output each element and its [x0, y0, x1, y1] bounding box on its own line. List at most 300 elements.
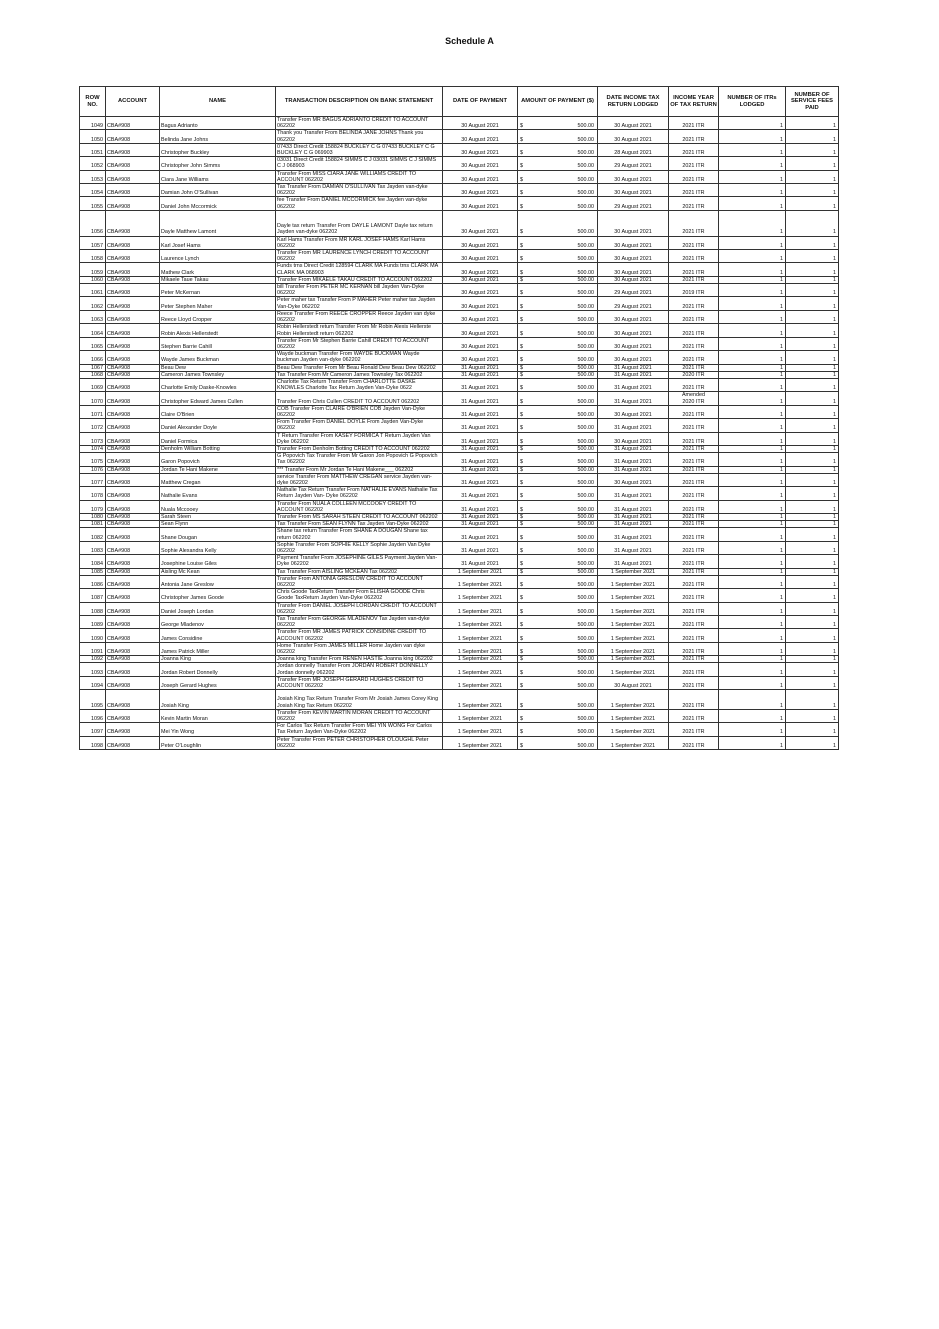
table-cell-account: CBA#908: [106, 284, 160, 297]
amount-value: 500.00: [577, 742, 594, 749]
table-cell-description: Shane tax return Transfer From SHANE A DOUGAN Shane tax return 062202: [276, 528, 443, 541]
table-cell-name: Daniel Formica: [160, 432, 276, 445]
table-cell-service-fees: 1: [786, 371, 839, 378]
table-cell-itrs-lodged: 1: [719, 432, 786, 445]
table-cell-income-year: 2021 ITR: [669, 555, 719, 568]
amount-value: 500.00: [577, 163, 594, 170]
table-cell-account: CBA#908: [106, 568, 160, 575]
table-cell-service-fees: 1: [786, 513, 839, 520]
amount-value: 500.00: [577, 702, 594, 709]
amount-value: 500.00: [577, 398, 594, 405]
table-cell-name: Daniel Alexander Doyle: [160, 419, 276, 432]
table-cell-income-year: 2021 ITR: [669, 521, 719, 528]
table-cell-row-no: 1064: [80, 324, 106, 337]
table-cell-account: CBA#908: [106, 130, 160, 143]
table-cell-income-year: 2021 ITR: [669, 297, 719, 310]
table-cell-date-lodged: 31 August 2021: [598, 392, 669, 405]
table-cell-service-fees: 1: [786, 602, 839, 615]
table-cell-account: CBA#908: [106, 656, 160, 663]
table-row: [80, 453, 839, 466]
table-cell-date-of-payment: 31 August 2021: [443, 371, 518, 378]
currency-symbol: $: [520, 582, 523, 589]
table-cell-date-lodged: 30 August 2021: [598, 432, 669, 445]
currency-symbol: $: [520, 163, 523, 170]
table-cell-itrs-lodged: 1: [719, 642, 786, 655]
currency-symbol: $: [520, 229, 523, 236]
table-cell-date-of-payment: 30 August 2021: [443, 143, 518, 156]
currency-symbol: $: [520, 290, 523, 297]
table-cell-row-no: 1061: [80, 284, 106, 297]
amount-value: 500.00: [577, 276, 594, 283]
table-row: [80, 170, 839, 183]
table-cell-row-no: 1049: [80, 117, 106, 130]
table-cell-income-year: 2021 ITR: [669, 602, 719, 615]
table-cell-itrs-lodged: 1: [719, 736, 786, 749]
header-service-fees: NUMBER OF SERVICE FEES PAID: [786, 87, 839, 117]
header-account: ACCOUNT: [106, 87, 160, 117]
table-cell-description: 07433 Direct Credit 158824 BUCKLEY C G 07433 BUCKLEY C G BUCKLEY C G 069903: [276, 143, 443, 156]
table-cell-amount: [518, 236, 598, 249]
table-cell-date-lodged: 30 August 2021: [598, 324, 669, 337]
table-cell-itrs-lodged: 1: [719, 157, 786, 170]
table-cell-income-year: 2021 ITR: [669, 568, 719, 575]
table-cell-service-fees: 1: [786, 297, 839, 310]
table-cell-date-of-payment: 1 September 2021: [443, 723, 518, 736]
table-cell-itrs-lodged: 1: [719, 575, 786, 588]
table-cell-date-lodged: 30 August 2021: [598, 351, 669, 364]
table-cell-name: Ciara Jane Williams: [160, 170, 276, 183]
table-cell-date-of-payment: 1 September 2021: [443, 589, 518, 602]
amount-value: 500.00: [577, 506, 594, 513]
table-row: [80, 736, 839, 749]
table-cell-amount: [518, 473, 598, 486]
table-cell-date-lodged: 30 August 2021: [598, 184, 669, 197]
table-cell-itrs-lodged: 1: [719, 723, 786, 736]
table-cell-date-lodged: 30 August 2021: [598, 250, 669, 263]
table-cell-itrs-lodged: 1: [719, 663, 786, 676]
table-cell-amount: [518, 297, 598, 310]
table-cell-account: CBA#908: [106, 473, 160, 486]
amount-value: 500.00: [577, 229, 594, 236]
currency-symbol: $: [520, 330, 523, 337]
table-cell-service-fees: 1: [786, 310, 839, 323]
amount-value: 500.00: [577, 256, 594, 263]
table-cell-amount: [518, 709, 598, 722]
table-cell-account: CBA#908: [106, 709, 160, 722]
table-cell-description: Transfer From MR JOSEPH GERARD HUGHES CREDIT TO ACCOUNT 062202: [276, 676, 443, 689]
table-row: [80, 263, 839, 276]
table-cell-amount: [518, 676, 598, 689]
table-cell-description: Transfer From NUALA COLLEEN MCCOOEY CREDIT TO ACCOUNT 062202: [276, 500, 443, 513]
table-cell-amount: [518, 541, 598, 554]
table-cell-date-lodged: 31 August 2021: [598, 378, 669, 391]
table-cell-account: CBA#908: [106, 528, 160, 541]
amount-value: 500.00: [577, 656, 594, 663]
amount-value: 500.00: [577, 176, 594, 183]
table-cell-amount: [518, 371, 598, 378]
table-cell-amount: [518, 656, 598, 663]
header-itrs-lodged: NUMBER OF ITRs LODGED: [719, 87, 786, 117]
table-row: [80, 445, 839, 452]
table-cell-itrs-lodged: 1: [719, 629, 786, 642]
table-cell-account: CBA#908: [106, 487, 160, 500]
table-cell-name: Mikaele Taue Takau: [160, 276, 276, 283]
table-cell-date-of-payment: 1 September 2021: [443, 736, 518, 749]
table-row: [80, 143, 839, 156]
table-row: [80, 629, 839, 642]
table-row: [80, 690, 839, 710]
table-cell-date-of-payment: 31 August 2021: [443, 500, 518, 513]
table-cell-name: Karl Josef Hams: [160, 236, 276, 249]
table-cell-name: Daniel Joseph Lordan: [160, 602, 276, 615]
amount-value: 500.00: [577, 290, 594, 297]
table-cell-date-of-payment: 30 August 2021: [443, 276, 518, 283]
table-cell-itrs-lodged: 1: [719, 500, 786, 513]
table-cell-row-no: 1077: [80, 473, 106, 486]
table-cell-date-of-payment: 31 August 2021: [443, 392, 518, 405]
table-cell-income-year: 2021 ITR: [669, 690, 719, 710]
table-cell-description: Transfer From MS SARAH STEEN CREDIT TO ACCOUNT 062202: [276, 513, 443, 520]
table-cell-description: Thank you Transfer From BELINDA JANE JOHNS Thank you 062202: [276, 130, 443, 143]
currency-symbol: $: [520, 425, 523, 432]
table-cell-date-of-payment: 31 August 2021: [443, 521, 518, 528]
table-cell-name: Bagus Adrianto: [160, 117, 276, 130]
currency-symbol: $: [520, 649, 523, 656]
table-cell-date-lodged: 1 September 2021: [598, 568, 669, 575]
table-cell-income-year: 2021 ITR: [669, 143, 719, 156]
table-cell-service-fees: 1: [786, 351, 839, 364]
table-cell-income-year: 2021 ITR: [669, 324, 719, 337]
table-cell-date-lodged: 30 August 2021: [598, 170, 669, 183]
table-cell-income-year: 2021 ITR: [669, 250, 719, 263]
table-cell-description: Transfer From MR JAMES PATRICK CONSIDINE CREDIT TO ACCOUNT 062202: [276, 629, 443, 642]
table-cell-date-of-payment: 31 August 2021: [443, 445, 518, 452]
table-cell-date-lodged: 1 September 2021: [598, 642, 669, 655]
table-cell-row-no: 1060: [80, 276, 106, 283]
table-cell-date-of-payment: 31 August 2021: [443, 432, 518, 445]
table-cell-account: CBA#908: [106, 117, 160, 130]
table-cell-name: Mathew Clark: [160, 263, 276, 276]
table-cell-row-no: 1070: [80, 392, 106, 405]
table-cell-date-of-payment: 31 August 2021: [443, 378, 518, 391]
table-cell-service-fees: 1: [786, 736, 839, 749]
table-cell-service-fees: 1: [786, 276, 839, 283]
table-cell-amount: [518, 130, 598, 143]
table-row: [80, 236, 839, 249]
table-cell-account: CBA#908: [106, 723, 160, 736]
table-cell-row-no: 1068: [80, 371, 106, 378]
table-cell-service-fees: 1: [786, 378, 839, 391]
table-cell-name: Sean Flynn: [160, 521, 276, 528]
table-cell-date-lodged: 1 September 2021: [598, 709, 669, 722]
amount-value: 500.00: [577, 136, 594, 143]
table-cell-income-year: 2021 ITR: [669, 276, 719, 283]
table-cell-account: CBA#908: [106, 541, 160, 554]
table-cell-service-fees: 1: [786, 709, 839, 722]
table-cell-service-fees: 1: [786, 616, 839, 629]
table-cell-itrs-lodged: 1: [719, 528, 786, 541]
table-cell-date-lodged: 29 August 2021: [598, 297, 669, 310]
table-cell-row-no: 1054: [80, 184, 106, 197]
table-cell-row-no: 1094: [80, 676, 106, 689]
table-cell-income-year: 2021 ITR: [669, 500, 719, 513]
table-cell-name: Christopher Buckley: [160, 143, 276, 156]
table-cell-date-lodged: 31 August 2021: [598, 555, 669, 568]
amount-value: 500.00: [577, 493, 594, 500]
table-cell-account: CBA#908: [106, 419, 160, 432]
table-cell-date-of-payment: 30 August 2021: [443, 130, 518, 143]
table-cell-amount: [518, 629, 598, 642]
table-cell-income-year: 2021 ITR: [669, 466, 719, 473]
currency-symbol: $: [520, 506, 523, 513]
table-cell-date-lodged: 31 August 2021: [598, 513, 669, 520]
table-cell-service-fees: 1: [786, 541, 839, 554]
table-cell-itrs-lodged: 1: [719, 364, 786, 371]
table-cell-itrs-lodged: 1: [719, 170, 786, 183]
table-cell-income-year: 2021 ITR: [669, 663, 719, 676]
table-cell-date-of-payment: 30 August 2021: [443, 351, 518, 364]
table-cell-row-no: 1059: [80, 263, 106, 276]
table-cell-amount: [518, 419, 598, 432]
currency-symbol: $: [520, 303, 523, 310]
amount-value: 500.00: [577, 123, 594, 130]
table-cell-date-of-payment: 1 September 2021: [443, 616, 518, 629]
table-cell-date-lodged: 1 September 2021: [598, 629, 669, 642]
table-cell-income-year: 2021 ITR: [669, 575, 719, 588]
table-cell-itrs-lodged: 1: [719, 602, 786, 615]
table-cell-itrs-lodged: 1: [719, 541, 786, 554]
table-cell-itrs-lodged: 1: [719, 690, 786, 710]
table-cell-amount: [518, 378, 598, 391]
table-row: [80, 276, 839, 283]
table-row: [80, 541, 839, 554]
table-row: [80, 656, 839, 663]
currency-symbol: $: [520, 276, 523, 283]
table-cell-itrs-lodged: 1: [719, 276, 786, 283]
table-cell-date-of-payment: 1 September 2021: [443, 663, 518, 676]
table-cell-name: Sophie Alexandra Kelly: [160, 541, 276, 554]
table-cell-amount: [518, 736, 598, 749]
table-cell-account: CBA#908: [106, 521, 160, 528]
table-cell-date-lodged: 31 August 2021: [598, 453, 669, 466]
currency-symbol: $: [520, 608, 523, 615]
table-cell-amount: [518, 263, 598, 276]
table-cell-date-lodged: 31 August 2021: [598, 419, 669, 432]
amount-value: 500.00: [577, 479, 594, 486]
table-cell-date-lodged: 1 September 2021: [598, 723, 669, 736]
table-cell-row-no: 1075: [80, 453, 106, 466]
table-cell-service-fees: 1: [786, 473, 839, 486]
amount-value: 500.00: [577, 303, 594, 310]
table-cell-service-fees: 1: [786, 157, 839, 170]
table-cell-income-year: 2021 ITR: [669, 723, 719, 736]
table-cell-itrs-lodged: 1: [719, 513, 786, 520]
table-cell-description: Tax Transfer From Mr Cameron James Townsley Tax 062202: [276, 371, 443, 378]
table-cell-row-no: 1079: [80, 500, 106, 513]
table-cell-amount: [518, 364, 598, 371]
table-cell-name: Joseph Gerard Hughes: [160, 676, 276, 689]
table-cell-name: George Mladenov: [160, 616, 276, 629]
table-cell-description: Transfer From MR LAURENCE LYNCH CREDIT TO ACCOUNT 062202: [276, 250, 443, 263]
table-cell-date-of-payment: 31 August 2021: [443, 555, 518, 568]
table-cell-itrs-lodged: 1: [719, 297, 786, 310]
amount-value: 500.00: [577, 190, 594, 197]
table-cell-description: Joanna king Transfer From RENEN HASTIE Joanna king 062202: [276, 656, 443, 663]
table-cell-description: From Transfer From DANIEL DOYLE From Jayden Van-Dyke 062202: [276, 419, 443, 432]
table-cell-name: Dayle Matthew Lamont: [160, 210, 276, 236]
table-cell-date-of-payment: 31 August 2021: [443, 419, 518, 432]
currency-symbol: $: [520, 534, 523, 541]
table-cell-date-of-payment: 30 August 2021: [443, 324, 518, 337]
table-cell-income-year: 2021 ITR: [669, 589, 719, 602]
table-cell-date-of-payment: 1 September 2021: [443, 602, 518, 615]
table-cell-name: Josephine Louise Giles: [160, 555, 276, 568]
table-row: [80, 297, 839, 310]
table-cell-account: CBA#908: [106, 364, 160, 371]
table-cell-income-year: 2021 ITR: [669, 453, 719, 466]
table-cell-name: Stephen Barrie Cahill: [160, 337, 276, 350]
table-row: [80, 250, 839, 263]
table-row: [80, 184, 839, 197]
table-cell-itrs-lodged: 1: [719, 378, 786, 391]
table-cell-amount: [518, 466, 598, 473]
amount-value: 500.00: [577, 669, 594, 676]
table-cell-row-no: 1076: [80, 466, 106, 473]
table-cell-date-of-payment: 30 August 2021: [443, 117, 518, 130]
table-cell-service-fees: 1: [786, 642, 839, 655]
table-cell-description: Sophie Transfer From SOPHIE KELLY Sophie Jayden Van Dyke 062202: [276, 541, 443, 554]
table-cell-itrs-lodged: 1: [719, 310, 786, 323]
table-cell-name: Christopher John Simms: [160, 157, 276, 170]
amount-value: 500.00: [577, 716, 594, 723]
currency-symbol: $: [520, 669, 523, 676]
table-cell-account: CBA#908: [106, 170, 160, 183]
table-cell-amount: [518, 210, 598, 236]
table-cell-amount: [518, 589, 598, 602]
table-cell-date-of-payment: 1 September 2021: [443, 676, 518, 689]
table-row: [80, 405, 839, 418]
header-date-of-payment: DATE OF PAYMENT: [443, 87, 518, 117]
table-cell-date-lodged: 30 August 2021: [598, 236, 669, 249]
table-cell-account: CBA#908: [106, 445, 160, 452]
table-cell-amount: [518, 575, 598, 588]
table-cell-row-no: 1056: [80, 210, 106, 236]
table-cell-name: Mei Yin Wong: [160, 723, 276, 736]
table-cell-service-fees: 1: [786, 676, 839, 689]
table-cell-service-fees: 1: [786, 432, 839, 445]
amount-value: 500.00: [577, 357, 594, 364]
amount-value: 500.00: [577, 364, 594, 371]
table-cell-name: Peter Stephen Maher: [160, 297, 276, 310]
table-cell-income-year: 2021 ITR: [669, 419, 719, 432]
table-cell-date-lodged: 31 August 2021: [598, 521, 669, 528]
table-row: [80, 117, 839, 130]
table-row: [80, 351, 839, 364]
table-cell-income-year: 2021 ITR: [669, 157, 719, 170]
table-row: [80, 364, 839, 371]
table-cell-date-lodged: 1 September 2021: [598, 575, 669, 588]
table-cell-income-year: 2021 ITR: [669, 210, 719, 236]
table-row: [80, 642, 839, 655]
table-cell-row-no: 1062: [80, 297, 106, 310]
currency-symbol: $: [520, 716, 523, 723]
table-cell-account: CBA#908: [106, 432, 160, 445]
currency-symbol: $: [520, 548, 523, 554]
table-cell-itrs-lodged: 1: [719, 130, 786, 143]
table-cell-service-fees: 1: [786, 500, 839, 513]
table-cell-amount: [518, 157, 598, 170]
table-cell-account: CBA#908: [106, 642, 160, 655]
table-cell-date-lodged: 30 August 2021: [598, 130, 669, 143]
table-cell-income-year: 2021 ITR: [669, 473, 719, 486]
table-cell-itrs-lodged: 1: [719, 555, 786, 568]
table-cell-itrs-lodged: 1: [719, 351, 786, 364]
table-cell-income-year: 2021 ITR: [669, 117, 719, 130]
table-cell-description: Transfer From Mr Stephen Barrie Cahill CREDIT TO ACCOUNT 062202: [276, 337, 443, 350]
table-row: [80, 487, 839, 500]
table-cell-itrs-lodged: 1: [719, 656, 786, 663]
table-cell-name: Beau Dew: [160, 364, 276, 371]
table-cell-amount: [518, 602, 598, 615]
table-cell-date-lodged: 29 August 2021: [598, 157, 669, 170]
table-row: [80, 130, 839, 143]
amount-value: 500.00: [577, 595, 594, 602]
table-cell-date-of-payment: 30 August 2021: [443, 250, 518, 263]
table-cell-date-of-payment: 30 August 2021: [443, 170, 518, 183]
table-cell-name: Daniel John Mccormick: [160, 197, 276, 210]
currency-symbol: $: [520, 256, 523, 263]
table-cell-name: Christopher James Goode: [160, 589, 276, 602]
table-cell-row-no: 1091: [80, 642, 106, 655]
table-cell-amount: [518, 143, 598, 156]
table-cell-row-no: 1066: [80, 351, 106, 364]
table-cell-name: Jordan Te Hani Makene: [160, 466, 276, 473]
table-cell-date-lodged: 1 September 2021: [598, 690, 669, 710]
table-cell-date-of-payment: 31 August 2021: [443, 513, 518, 520]
table-cell-name: Charlotte Emily Daske-Knowles: [160, 378, 276, 391]
currency-symbol: $: [520, 561, 523, 568]
table-cell-description: Tax Transfer From AISLING MCKEAN Tax 062202: [276, 568, 443, 575]
table-cell-date-lodged: 31 August 2021: [598, 528, 669, 541]
table-cell-date-lodged: 28 August 2021: [598, 143, 669, 156]
currency-symbol: $: [520, 683, 523, 690]
currency-symbol: $: [520, 123, 523, 130]
table-cell-row-no: 1052: [80, 157, 106, 170]
table-cell-description: Chris Goode TaxReturn Transfer From ELISHA GOODE Chris Goode TaxReturn Jayden Van-Dyke 062202: [276, 589, 443, 602]
table-cell-date-lodged: 1 September 2021: [598, 589, 669, 602]
table-cell-amount: [518, 453, 598, 466]
table-cell-row-no: 1069: [80, 378, 106, 391]
table-cell-date-lodged: 31 August 2021: [598, 364, 669, 371]
table-cell-date-lodged: 30 August 2021: [598, 210, 669, 236]
table-cell-date-of-payment: 30 August 2021: [443, 236, 518, 249]
table-cell-row-no: 1067: [80, 364, 106, 371]
table-cell-amount: [518, 351, 598, 364]
table-cell-account: CBA#908: [106, 250, 160, 263]
table-cell-amount: [518, 432, 598, 445]
table-cell-name: Joanna King: [160, 656, 276, 663]
table-cell-amount: [518, 513, 598, 520]
amount-value: 500.00: [577, 242, 594, 249]
table-cell-amount: [518, 250, 598, 263]
amount-value: 500.00: [577, 683, 594, 690]
currency-symbol: $: [520, 702, 523, 709]
table-cell-amount: [518, 170, 598, 183]
table-cell-date-of-payment: 30 August 2021: [443, 210, 518, 236]
table-cell-date-lodged: 1 September 2021: [598, 656, 669, 663]
header-row-no: ROW NO.: [80, 87, 106, 117]
table-cell-row-no: 1097: [80, 723, 106, 736]
